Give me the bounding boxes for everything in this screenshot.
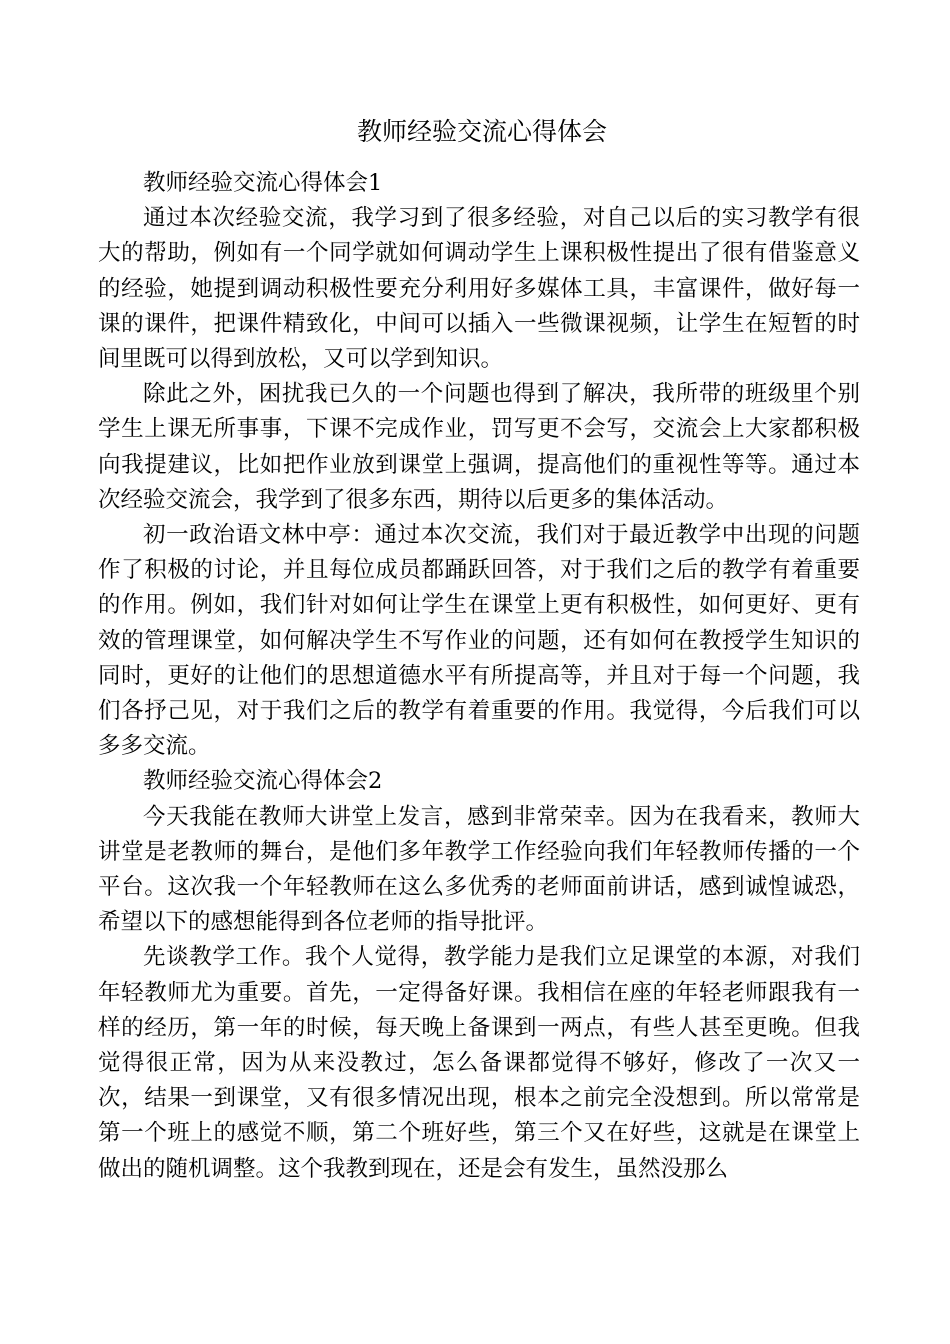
section-heading-2: 教师经验交流心得体会2 — [143, 768, 383, 795]
paragraph: 今天我能在教师大讲堂上发言，感到非常荣幸。因为在我看来，教师大讲堂是老教师的舞台，是他们多年教学工作经验向我们年轻教师传播的一个平台。这次我一个年轻教师在这么多优秀的老师面前讲话，感到诚惶诚恐，希望以下的感想能得到各位老师的指导批评。 — [98, 803, 860, 936]
paragraph: 初一政治语文林中亭：通过本次交流，我们对于最近教学中出现的问题作了积极的讨论，并且每位成员都踊跃回答，对于我们之后的教学有着重要的作用。例如，我们针对如何让学生在课堂上更有积极性，如何更好、更有效的管理课堂，如何解决学生不写作业的问题，还有如何在教授学生知识的同时，更好的让他们的思想道德水平有所提高等，并且对于每一个问题，我们各抒己见，对于我们之后的教学有着重要的作用。我觉得，今后我们可以多多交流。 — [98, 522, 860, 760]
paragraph: 除此之外，困扰我已久的一个问题也得到了解决，我所带的班级里个别学生上课无所事事，下课不完成作业，罚写更不会写，交流会上大家都积极向我提建议，比如把作业放到课堂上强调，提高他们的重视性等等。通过本次经验交流会，我学到了很多东西，期待以后更多的集体活动。 — [98, 381, 860, 513]
document-page — [98, 112, 860, 1187]
document-title: 教师经验交流心得体会 — [356, 117, 607, 146]
paragraph: 通过本次经验交流，我学习到了很多经验，对自己以后的实习教学有很大的帮助，例如有一个同学就如何调动学生上课积极性提出了很有借鉴意义的经验，她提到调动积极性要充分利用好多媒体工具，丰富课件，做好每一课的课件，把课件精致化，中间可以插入一些微课视频，让学生在短暂的时间里既可以得到放松，又可以学到知识。 — [98, 205, 860, 373]
paragraph: 先谈教学工作。我个人觉得，教学能力是我们立足课堂的本源，对我们年轻教师尤为重要。首先，一定得备好课。我相信在座的年轻老师跟我有一样的经历，第一年的时候，每天晚上备课到一两点，有些人甚至更晚。但我觉得很正常，因为从来没教过，怎么备课都觉得不够好，修改了一次又一次，结果一到课堂，又有很多情况出现，根本之前完全没想到。所以常常是第一个班上的感觉不顺，第二个班好些，第三个又在好些，这就是在课堂上做出的随机调整。这个我教到现在，还是会有发生，虽然没那么 — [98, 944, 860, 1182]
section-heading-1: 教师经验交流心得体会1 — [143, 170, 383, 196]
